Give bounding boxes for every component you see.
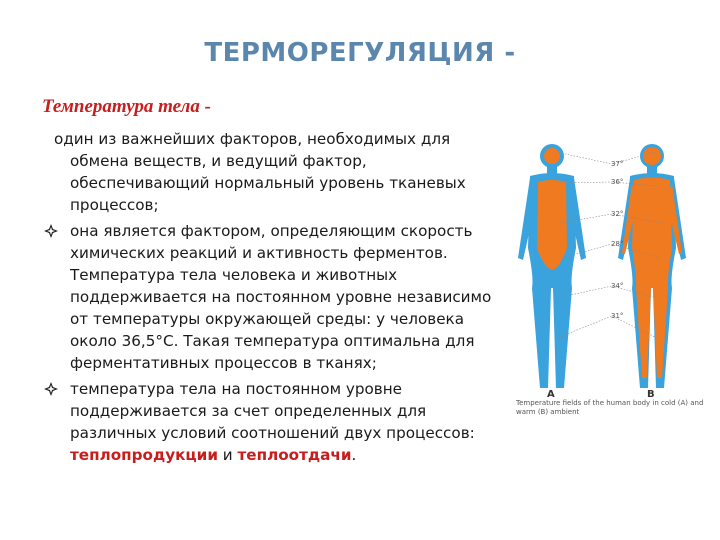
bullet-item [40, 220, 510, 374]
sentence-end: . [351, 446, 357, 464]
temp-label: 32° [611, 210, 624, 218]
slide-title: ТЕРМОРЕГУЛЯЦИЯ - [204, 38, 516, 68]
body-figure-b [618, 144, 686, 388]
temp-label: 37° [611, 160, 624, 168]
conjunction: и [217, 446, 238, 464]
text-block [40, 128, 510, 466]
diamond-bullet-icon [44, 224, 58, 238]
temp-label: 31° [611, 312, 624, 320]
bullet-text: температура тела на постоянном уровне поддерживается за счет определенных для различных условий соотношений двух процессов: [70, 380, 475, 442]
body-temperature-figure [512, 138, 702, 438]
temp-label: 34° [611, 282, 624, 290]
bullet-item [40, 378, 510, 466]
diamond-bullet-icon [44, 382, 58, 396]
intro-paragraph: один из важнейших факторов, необходимых для обмена веществ, и ведущий фактор, обеспечивающий нормальный уровень тканевых процессов; [54, 130, 466, 214]
body-figure-a [518, 144, 586, 388]
figure-label-b: B [647, 389, 655, 400]
body-illustration [512, 138, 702, 438]
subtitle: Температура тела - [42, 96, 211, 117]
term-heat-production: теплопродукции [70, 446, 218, 464]
figure-caption: Temperature fields of the human body in cold (A) and warm (B) ambient [516, 399, 704, 416]
temp-label: 36° [611, 178, 624, 186]
figure-label-a: A [547, 389, 555, 400]
bullet-text: она является фактором, определяющим скорость химических реакций и активность ферментов. Температура тела человека и животных поддерживается на постоянном уровне независимо от температуры окружающей среды: у человека около 36,5°С. Такая температура оптимальна для ферментативных процессов в тканях; [70, 222, 492, 372]
term-heat-loss: теплоотдачи [237, 446, 352, 464]
temp-label: 28° [611, 240, 624, 248]
